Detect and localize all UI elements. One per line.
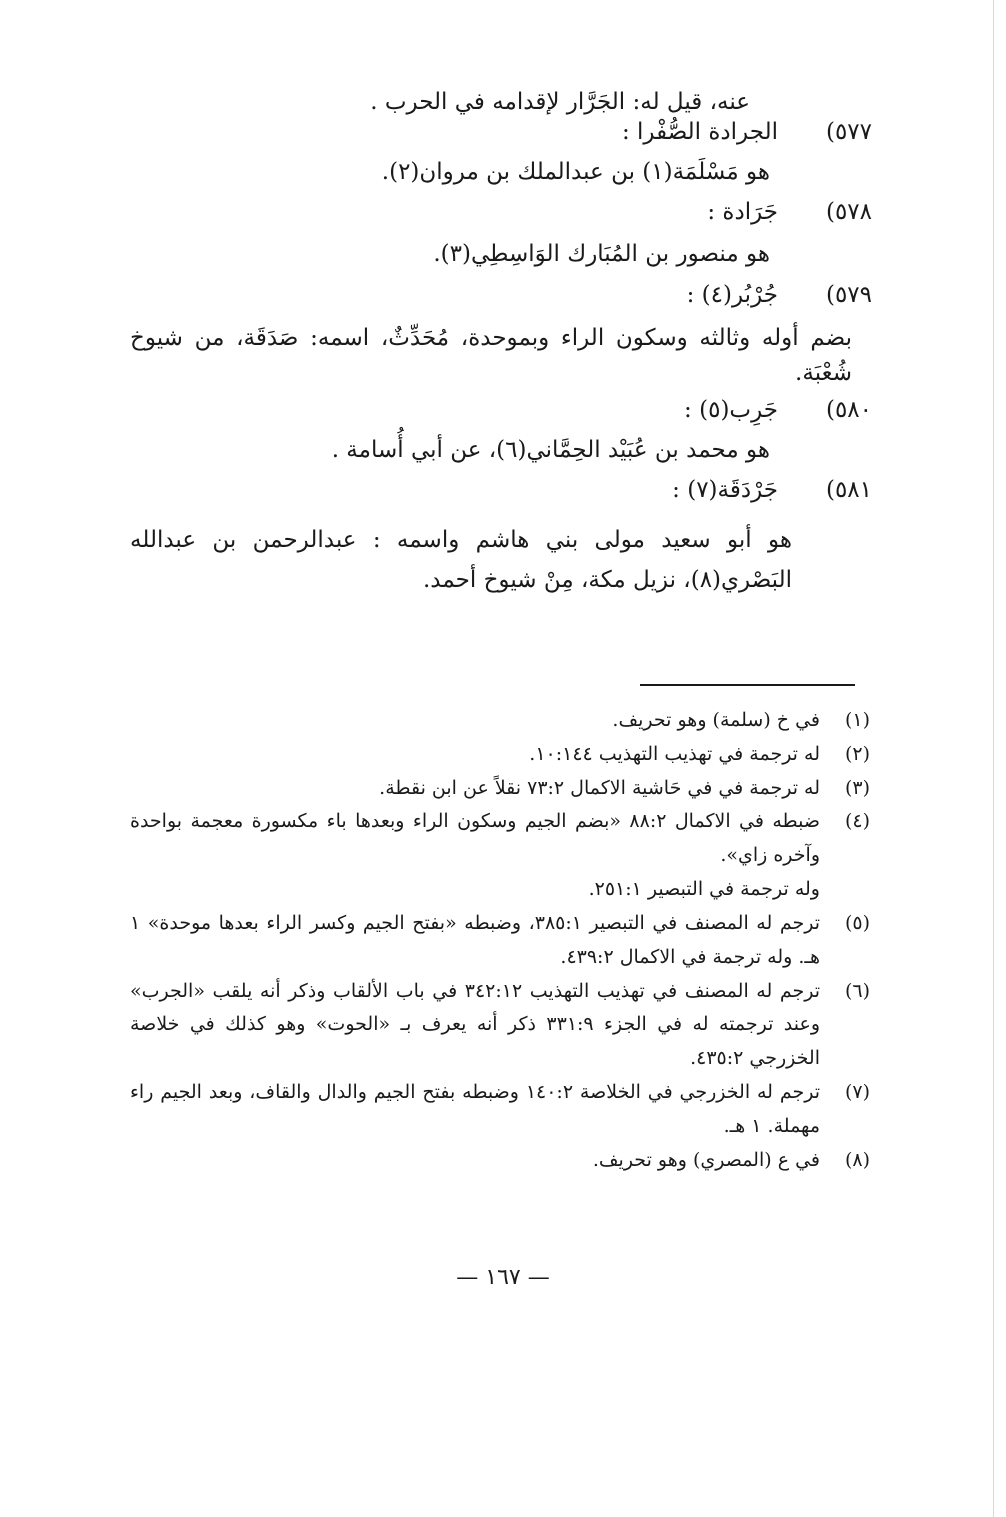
footnote-text: ترجم له المصنف في التبصير ٣٨٥:١، وضبطه «بفتح الجيم وكسر الراء بعدها موحدة» ١ هـ. وله ترجمة في الاكمال ٤٣٩:٢. <box>130 911 820 968</box>
footnote <box>130 738 876 772</box>
entry-number: ٥٨١) <box>825 477 872 504</box>
footnote-text: له ترجمة في في حَاشية الاكمال ٧٣:٢ نقلاً عن ابن نقطة. <box>379 776 820 799</box>
entry-title: جُرْبُر(٤) : <box>686 282 778 309</box>
entry-number: ٥٧٨) <box>825 198 872 225</box>
footnote-number: (٨) <box>844 1148 870 1171</box>
text-line-5: هو محمد بن عُبَيْد الحِمَّاني(٦)، عن أبي أُسامة . <box>331 437 770 464</box>
footnote-text: ترجم له الخزرجي في الخلاصة ١٤٠:٢ وضبطه بفتح الجيم والدال والقاف، وبعد الجيم راء مهملة. ١ هـ. <box>130 1080 820 1137</box>
footnote <box>130 1076 876 1144</box>
text-line-3: هو منصور بن المُبَارك الوَاسِطِي(٣). <box>433 240 770 267</box>
text-line-1: عنه، قيل له: الجَرَّار لإقدامه في الحرب . <box>370 89 750 115</box>
entry-581 <box>130 476 876 506</box>
footnote-text: ضبطه في الاكمال ٨٨:٢ «بضم الجيم وسكون الراء وبعدها باء مكسورة معجمة بواحدة وآخره زاي». <box>130 810 820 867</box>
footnote-text: ترجم له المصنف في تهذيب التهذيب ٣٤٢:١٢ في باب الألقاب وذكر أنه يلقب «الجرب» وعند ترجمته له في الجزء ٣٣١:٩ ذكر أنه يعرف بـ «الحوت» وهو كذلك في خلاصة الخزرجي ٤٣٥:٢. <box>130 979 820 1070</box>
footnote-number: (٤) <box>844 810 870 833</box>
footnote-number: (٥) <box>844 911 870 934</box>
footnote <box>130 704 876 738</box>
text-line-6: هو أبو سعيد مولى بني هاشم واسمه : عبدالرحمن بن عبدالله البَصْري(٨)، نزيل مكة، مِنْ شيوخ أحمد. <box>130 527 792 594</box>
entry-number: ٥٨٠) <box>825 397 872 424</box>
text-line-4: بضم أوله وثالثه وسكون الراء وبموحدة، مُحَدِّثٌ، اسمه: صَدَقَة، من شيوخ شُعْبَة. <box>130 325 852 386</box>
entry-title: جَرَادة : <box>707 198 778 225</box>
footnote-text: له ترجمة في تهذيب التهذيب ١٠:١٤٤. <box>529 742 820 765</box>
entry-number: ٥٧٧) <box>825 118 872 145</box>
footnote <box>130 1144 876 1178</box>
footnote-number: (٣) <box>844 776 870 799</box>
entry-579 <box>130 281 876 311</box>
footnote-number: (٧) <box>844 1080 870 1103</box>
footnote <box>130 907 876 975</box>
footnote <box>130 772 876 806</box>
footnote-continuation: وله ترجمة في التبصير ٢٥١:١. <box>588 878 820 901</box>
entry-title: الجرادة الصُّفْرا : <box>621 118 778 145</box>
footnote-text: في خ (سلمة) وهو تحريف. <box>612 709 820 731</box>
footnote-number: (١) <box>844 709 870 731</box>
text-line-2: هو مَسْلَمَة(١) بن عبدالملك بن مروان(٢). <box>381 158 770 185</box>
page-number: — ١٦٧ — <box>456 1265 550 1290</box>
footnote-number: (٦) <box>844 979 870 1002</box>
footnote-separator <box>640 684 855 686</box>
entry-number: ٥٧٩) <box>825 282 872 309</box>
entry-580 <box>130 396 876 426</box>
main-text <box>130 88 876 601</box>
footnote-text: في ع (المصري) وهو تحريف. <box>592 1148 820 1171</box>
footnote-number: (٢) <box>844 742 870 765</box>
entry-title: جَرِب(٥) : <box>684 397 778 424</box>
footnote <box>130 975 876 1076</box>
footnotes <box>130 704 876 1177</box>
entry-title: جَرْدَقَة(٧) : <box>672 477 778 504</box>
entry-577 <box>130 118 876 148</box>
footnote <box>130 805 876 873</box>
entry-578 <box>130 198 876 228</box>
